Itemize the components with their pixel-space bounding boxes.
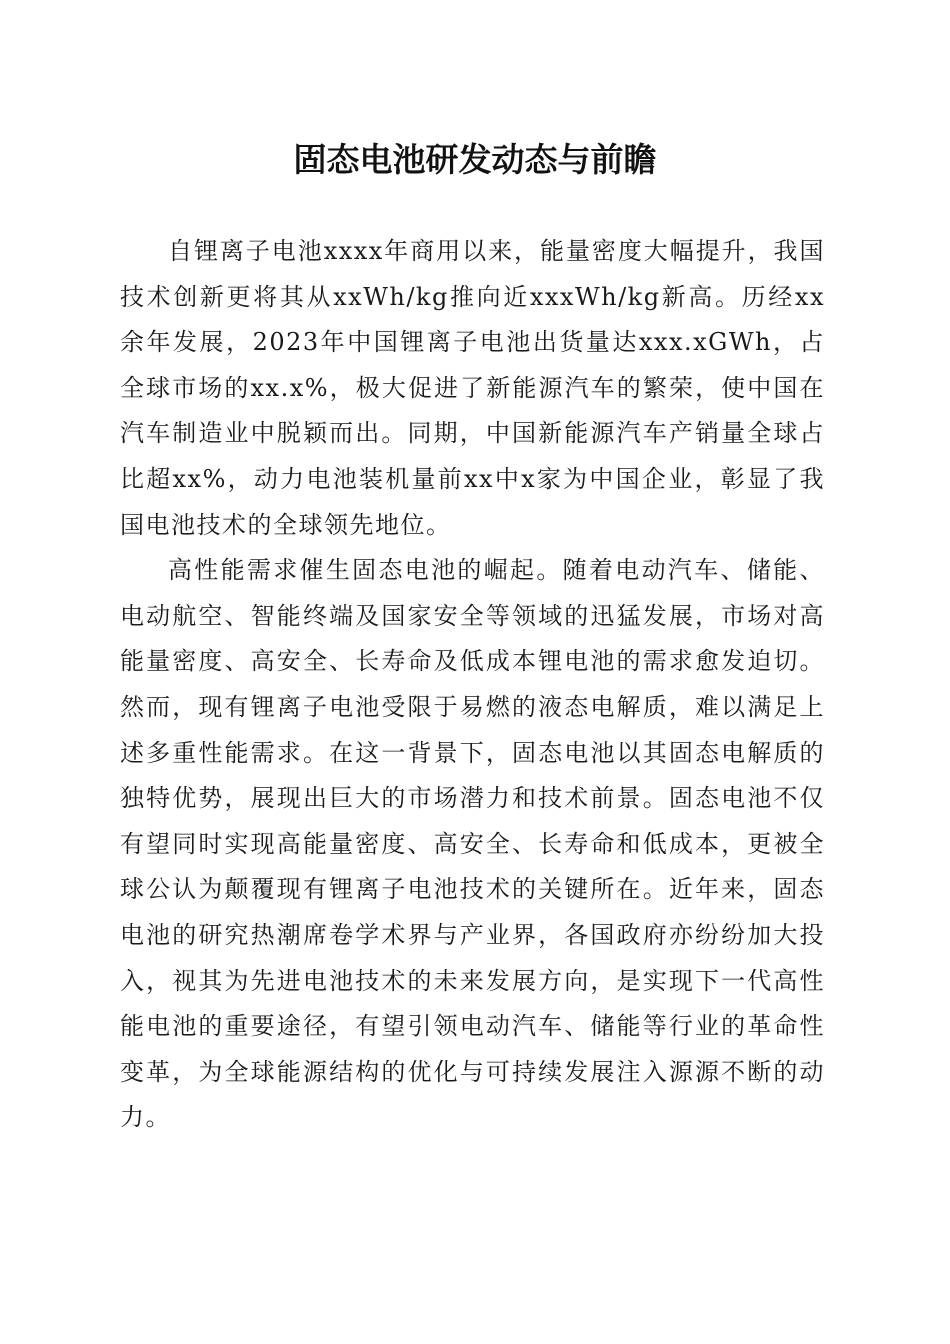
paragraph-2: 高性能需求催生固态电池的崛起。随着电动汽车、储能、电动航空、智能终端及国家安全等领域的迅猛发展，市场对高能量密度、高安全、长寿命及低成本锂电池的需求愈发迫切。然而，现有锂离子电池受限于易燃的液态电解质，难以满足上述多重性能需求。在这一背景下，固态电池以其固态电解质的独特优势，展现出巨大的市场潜力和技术前景。固态电池不仅有望同时实现高能量密度、高安全、长寿命和低成本，更被全球公认为颠覆现有锂离子电池技术的关键所在。近年来，固态电池的研究热潮席卷学术界与产业界，各国政府亦纷纷加大投入，视其为先进电池技术的未来发展方向，是实现下一代高性能电池的重要途径，有望引领电动汽车、储能等行业的革命性变革，为全球能源结构的优化与可持续发展注入源源不断的动力。 [120,556,825,1132]
document-body [120,229,825,1141]
document-title: 固态电池研发动态与前瞻 [293,140,657,179]
paragraph-1: 自锂离子电池xxxx年商用以来，能量密度大幅提升，我国技术创新更将其从xxWh/kg推向近xxxWh/kg新高。历经xx余年发展，2023年中国锂离子电池出货量达xxx.xGWh，占全球市场的xx.x%，极大促进了新能源汽车的繁荣，使中国在汽车制造业中脱颖而出。同期，中国新能源汽车产销量全球占比超xx%，动力电池装机量前xx中x家为中国企业，彰显了我国电池技术的全球领先地位。 [120,237,825,539]
